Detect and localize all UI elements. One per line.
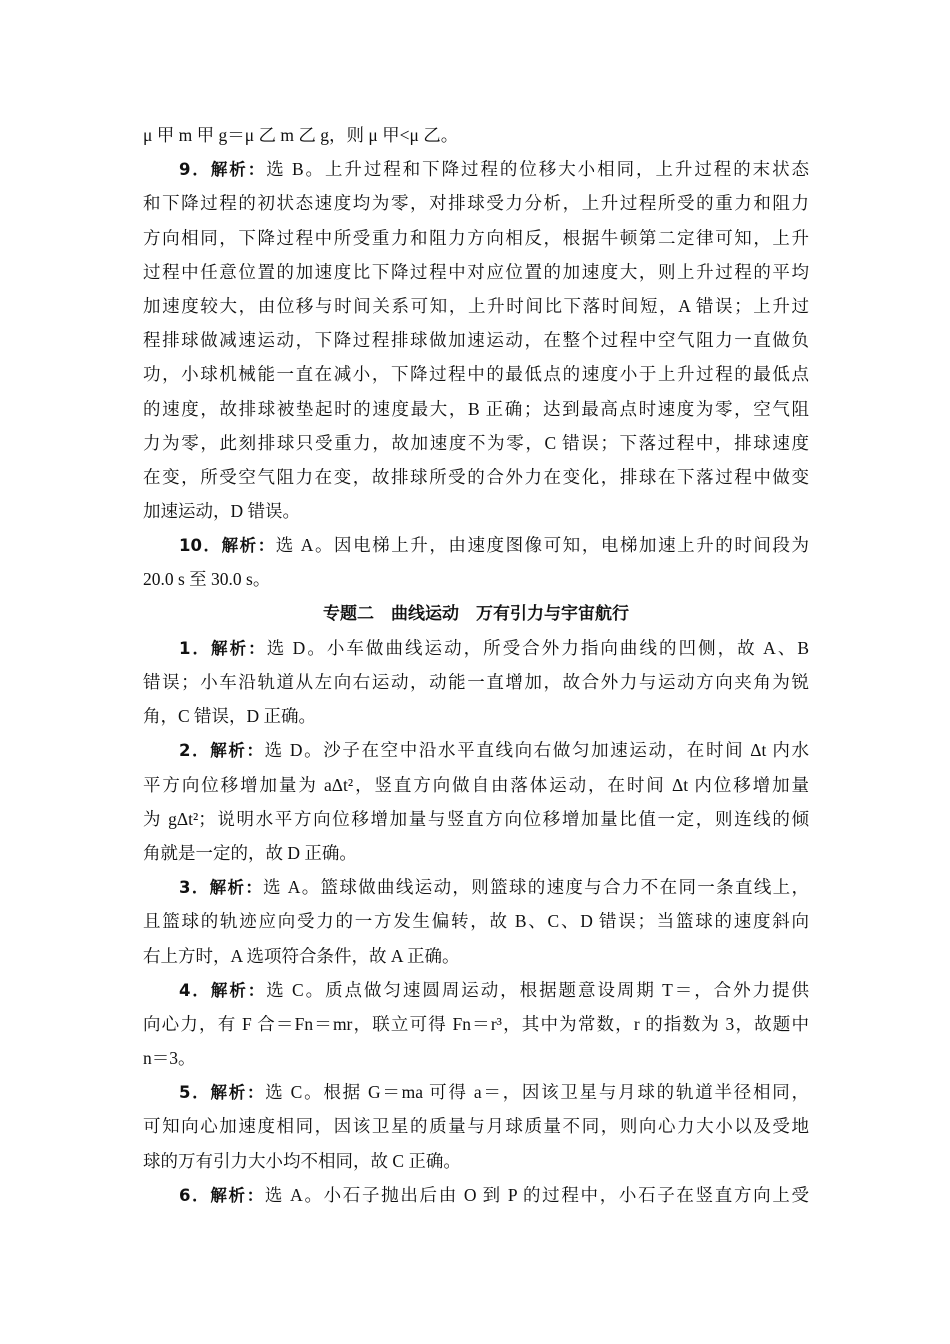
text-line: 在变，所受空气阻力在变，故排球所受的合外力在变化，排球在下落过程中做变 [143, 466, 809, 487]
answer-3-start: 3．解析：选 A。篮球做曲线运动，则篮球的速度与合力不在同一条直线上， [179, 877, 809, 898]
text-line: 且篮球的轨迹应向受力的一方发生偏转，故 B、C、D 错误；当篮球的速度斜向 [143, 911, 809, 932]
text-line: 的速度，故排球被垫起时的速度最大，B 正确；达到最高点时速度为零，空气阻 [143, 398, 809, 419]
answer-label: 10．解析： [179, 536, 276, 556]
answer-label: 1．解析： [179, 638, 267, 658]
text-line: 角，C 错误，D 正确。 [143, 706, 317, 727]
answer-6-start: 6．解析：选 A。小石子抛出后由 O 到 P 的过程中，小石子在竖直方向上受 [179, 1184, 810, 1205]
answer-label: 4．解析： [179, 980, 267, 1000]
text-line: μ 甲 m 甲 g＝μ 乙 m 乙 g，则 μ 甲<μ 乙。 [143, 125, 459, 145]
text-line: 力为零，此刻排球只受重力，故加速度不为零，C 错误；下落过程中，排球速度 [143, 432, 809, 453]
answer-1-start: 1．解析：选 D。小车做曲线运动，所受合外力指向曲线的凹侧，故 A、B [179, 637, 810, 658]
text-line: 功，小球机械能一直在减小，下降过程中的最低点的速度小于上升过程的最低点 [143, 364, 809, 385]
text-line: 可知向心加速度相同，因该卫星的质量与月球质量不同，则向心力大小以及受地 [143, 1116, 809, 1137]
answer-label: 3．解析： [179, 878, 264, 898]
text-line: 角就是一定的，故 D 正确。 [143, 842, 357, 863]
text-line: 球的万有引力大小均不相同，故 C 正确。 [143, 1150, 461, 1171]
text-line: 右上方时，A 选项符合条件，故 A 正确。 [143, 945, 460, 966]
answer-label: 9．解析： [179, 160, 267, 180]
text-line: 程排球做减速运动，下降过程排球做加速运动，在整个过程中空气阻力一直做负 [143, 330, 809, 351]
answer-label: 2．解析： [179, 741, 265, 761]
document-page [143, 118, 809, 1212]
section-heading: 专题二 曲线运动 万有引力与宇宙航行 [323, 603, 629, 624]
answer-4-start: 4．解析：选 C。质点做匀速圆周运动，根据题意设周期 T＝，合外力提供 [179, 979, 809, 1000]
text-line: 加速运动，D 错误。 [143, 501, 301, 522]
text-line: 错误；小车沿轨道从左向右运动，动能一直增加，故合外力与运动方向夹角为锐 [143, 672, 809, 692]
text-line: 20.0 s 至 30.0 s。 [143, 569, 271, 590]
text-line: n＝3。 [143, 1048, 196, 1069]
answer-10-start: 10．解析：选 A。因电梯上升，由速度图像可知，电梯加速上升的时间段为 [179, 535, 810, 556]
text-line: 加速度较大，由位移与时间关系可知，上升时间比下落时间短，A 错误；上升过 [143, 295, 809, 316]
text-line: 和下降过程的初状态速度均为零，对排球受力分析，上升过程所受的重力和阻力 [143, 193, 809, 214]
answer-label: 6．解析： [179, 1185, 265, 1205]
text-line: 方向相同，下降过程中所受重力和阻力方向相反，根据牛顿第二定律可知，上升 [143, 227, 809, 248]
text-line: 为 gΔt²；说明水平方向位移增加量与竖直方向位移增加量比值一定，则连线的倾 [143, 808, 809, 829]
text-line: 过程中任意位置的加速度比下降过程中对应位置的加速度大，则上升过程的平均 [143, 261, 809, 282]
text-line: 向心力，有 F 合＝Fn＝mr，联立可得 Fn＝r³，其中为常数，r 的指数为 3，故题中 [143, 1013, 809, 1034]
answer-9-start: 9．解析：选 B。上升过程和下降过程的位移大小相同，上升过程的末状态 [179, 159, 810, 180]
answer-5-start: 5．解析：选 C。根据 G＝ma 可得 a＝，因该卫星与月球的轨道半径相同， [179, 1082, 809, 1103]
answer-label: 5．解析： [179, 1083, 266, 1103]
answer-2-start: 2．解析：选 D。沙子在空中沿水平直线向右做匀加速运动，在时间 Δt 内水 [179, 740, 809, 761]
text-line: 平方向位移增加量为 aΔt²，竖直方向做自由落体运动，在时间 Δt 内位移增加量 [143, 774, 809, 795]
